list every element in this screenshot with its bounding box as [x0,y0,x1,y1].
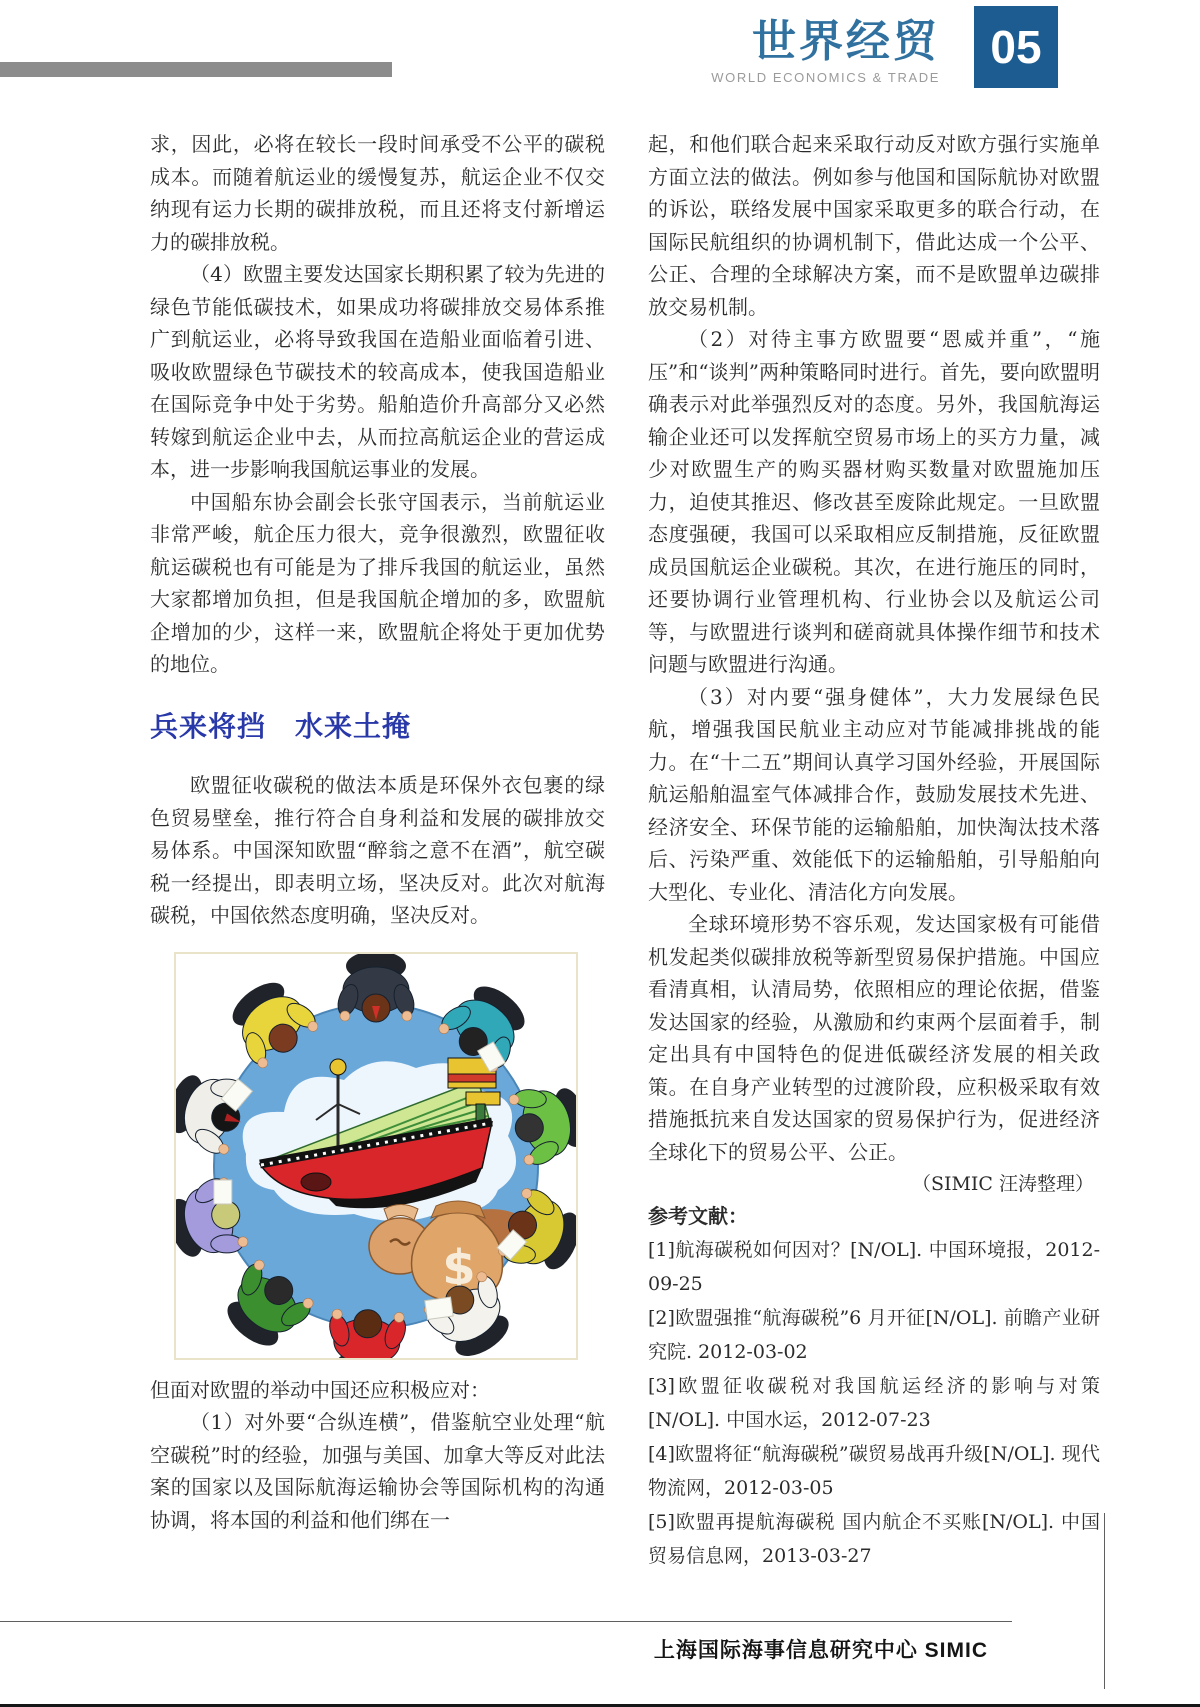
reference-item: [1]航海碳税如何因对？[N/OL]. 中国环境报，2012-09-25 [648,1239,1100,1295]
reference-item: [3]欧盟征收碳税对我国航运经济的影响与对策[N/OL]. 中国水运，2012-07-23 [648,1375,1100,1431]
paragraph: （3）对内要“强身健体”，大力发展绿色民航，增强我国民航业主动应对节能减排挑战的能力。在“十二五”期间认真学习国外经验，开展国际航运船舶温室气体减排合作，鼓励发展技术先进、经济安全、环保节能的运输船舶，加快淘汰技术落后、污染严重、效能低下的运输船舶，引导船舶向大型化、专业化、清洁化方向发展。 [648,684,1100,904]
roundtable-illustration-svg [176,954,576,1358]
footer-rule [0,1621,1012,1622]
references-heading: 参考文献： [648,1205,748,1228]
paragraph: （1）对外要“合纵连横”，借鉴航空业处理“航空碳税”时的经验，加强与美国、加拿大等反对此法案的国家以及国际航海运输协会等国际机构的沟通协调，将本国的利益和他们绑在一 [150,1410,605,1532]
reference-item: [5]欧盟再提航海碳税 国内航企不买账[N/OL]. 中国贸易信息网，2013-03-27 [648,1511,1100,1567]
paragraph: 起，和他们联合起来采取行动反对欧方强行实施单方面立法的做法。例如参与他国和国际航协对欧盟的诉讼，联络发展中国家采取更多的联合行动，在国际民航组织的协调机制下，借此达成一个公平、公正、合理的全球解决方案，而不是欧盟单边碳排放交易机制。 [648,132,1100,319]
section-heading: 兵来将挡 水来土掩 [150,710,412,742]
mast-light [330,1059,346,1075]
dollar-sign-icon: $ [442,1239,476,1296]
carbon-tax-roundtable-illustration [174,952,578,1360]
paragraph: 中国船东协会副会长张守国表示，当前航运业非常严峻，航企压力很大，竞争很激烈，欧盟征收航运碳税也有可能是为了排斥我国的航运业，虽然大家都增加负担，但是我国航企增加的多，欧盟航企增加的少，这样一来，欧盟航企将处于更加优势的地位。 [150,489,605,676]
paragraph: 求，因此，必将在较长一段时间承受不公平的碳税成本。而随着航运业的缓慢复苏，航运企业不仅交纳现有运力长期的碳排放税，而且还将支付新增运力的碳排放税。 [150,132,605,254]
left-column [150,128,605,1536]
right-column [648,128,1100,1573]
paragraph: 欧盟征收碳税的做法本质是环保外衣包裹的绿色贸易壁垒，推行符合自身利益和发展的碳排放交易体系。中国深知欧盟“醉翁之意不在酒”，航空碳税一经提出，即表明立场，坚决反对。此次对航海碳税，中国依然态度明确，坚决反对。 [150,773,605,927]
footer-organization: 上海国际海事信息研究中心 SIMIC [653,1639,988,1662]
paragraph: （4）欧盟主要发达国家长期积累了较为先进的绿色节能低碳技术，如果成功将碳排放交易体系推广到航运业，必将导致我国在造船业面临着引进、吸收欧盟绿色节碳技术的较高成本，使我国造船业在国际竞争中处于劣势。船舶造价升高部分又必然转嫁到航运企业中去，从而拉高航运企业的营运成本，进一步影响我国航运事业的发展。 [150,262,605,481]
paragraph: 但面对欧盟的举动中国还应积极应对： [150,1377,490,1402]
reference-item: [4]欧盟将征“航海碳税”碳贸易战再升级[N/OL]. 现代物流网，2012-03-05 [648,1443,1100,1499]
paragraph: （2）对待主事方欧盟要“恩威并重”，“施压”和“谈判”两种策略同时进行。首先，要向欧盟明确表示对此举强烈反对的态度。另外，我国航海运输企业还可以发挥航空贸易市场上的买方力量，减少对欧盟生产的购买器材购买数量对欧盟施加压力，迫使其推迟、修改甚至废除此规定。一旦欧盟态度强硬，我国可以采取相应反制措施，反征欧盟成员国航运企业碳税。其次，在进行施压的同时，还要协调行业管理机构、行业协会以及航运公司等，与欧盟进行谈判和磋商就具体操作细节和技术问题与欧盟进行沟通。 [648,327,1100,676]
attribution: （SIMIC 汪涛整理） [911,1173,1094,1195]
footer-vertical-line [1104,1513,1105,1689]
section-title: 世界经贸 [752,17,940,66]
reference-item: [2]欧盟强推“航海碳税”6 月开征[N/OL]. 前瞻产业研究院. 2012-03-02 [648,1307,1100,1363]
paragraph: 全球环境形势不容乐观，发达国家极有可能借机发起类似碳排放税等新型贸易保护措施。中国应看清真相，认清局势，依照相应的理论依据，借鉴发达国家的经验，从激励和约束两个层面着手，制定出具有中国特色的促进低碳经济发展的相关政策。在自身产业转型的过渡阶段，应积极采取有效措施抵抗来自发达国家的贸易保护行为，促进经济全球化下的贸易公平、公正。 [648,912,1100,1164]
section-subtitle: WORLD ECONOMICS & TRADE [711,70,940,85]
header-divider-bar [0,62,392,77]
page-number-badge: 05 [974,6,1058,88]
